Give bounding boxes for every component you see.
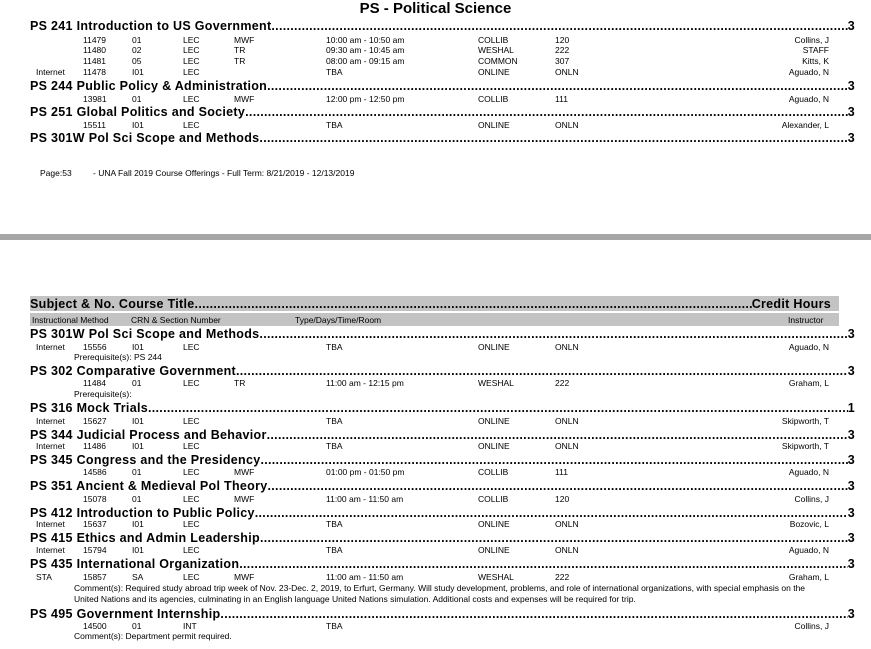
section-type: INT (183, 621, 197, 631)
course-code: PS 241 (30, 19, 73, 33)
course-heading (30, 607, 855, 621)
credit-hours: 3 (847, 428, 855, 442)
course-title: Introduction to Public Policy (76, 506, 255, 520)
course-code-title (30, 19, 271, 33)
subheader-instructor: Instructor (788, 315, 824, 325)
section-number: 02 (132, 45, 142, 55)
credit-hours: 3 (847, 453, 855, 467)
building: COLLIB (478, 467, 509, 477)
meeting-days: TR (234, 378, 246, 388)
meeting-time: TBA (326, 519, 343, 529)
building: COLLIB (478, 494, 509, 504)
building: WESHAL (478, 45, 514, 55)
section-number: I01 (132, 545, 144, 555)
section-type: LEC (183, 56, 200, 66)
course-heading (30, 19, 855, 33)
credit-hours: 3 (847, 105, 855, 119)
section-row (0, 467, 871, 478)
section-type: LEC (183, 545, 200, 555)
section-row (0, 519, 871, 530)
course-code-title (30, 453, 260, 467)
building: WESHAL (478, 572, 514, 582)
course-code: PS 344 (30, 428, 73, 442)
course-heading (30, 506, 855, 520)
section-number: I01 (132, 416, 144, 426)
course-heading (30, 327, 855, 341)
room: ONLN (555, 441, 579, 451)
section-type: LEC (183, 378, 200, 388)
section-row (0, 378, 871, 389)
crn: 15857 (83, 572, 107, 582)
section-row (0, 56, 871, 67)
room: 222 (555, 45, 570, 55)
section-row (0, 545, 871, 556)
course-heading (30, 531, 855, 545)
course-code: PS 301W (30, 327, 85, 341)
room: ONLN (555, 342, 579, 352)
course-code: PS 415 (30, 531, 73, 545)
instructor: Aguado, N (788, 467, 829, 477)
course-note: Prerequisite(s): (74, 389, 132, 399)
section-row (0, 494, 871, 505)
course-heading (30, 105, 855, 119)
crn: 11478 (83, 67, 107, 77)
section-type: LEC (183, 120, 200, 130)
course-code-title (30, 79, 267, 93)
credit-hours: 3 (847, 531, 855, 545)
building: ONLINE (478, 519, 510, 529)
section-number: 01 (132, 94, 142, 104)
meeting-days: MWF (234, 467, 255, 477)
credit-hours: 3 (847, 607, 855, 621)
instructional-method: Internet (36, 67, 65, 77)
crn: 15078 (83, 494, 107, 504)
course-title: Congress and the Presidency (76, 453, 261, 467)
room: ONLN (555, 416, 579, 426)
building: COLLIB (478, 94, 509, 104)
subheader-crn: CRN & Section Number (131, 315, 221, 325)
crn: 14500 (83, 621, 107, 631)
course-code: PS 435 (30, 557, 73, 571)
section-number: 01 (132, 494, 142, 504)
building: ONLINE (478, 342, 510, 352)
room: 111 (555, 467, 568, 477)
section-number: I01 (132, 342, 144, 352)
course-title: Government Internship (76, 607, 221, 621)
course-heading (30, 428, 855, 442)
meeting-time: 11:00 am - 11:50 am (326, 572, 404, 582)
crn: 15556 (83, 342, 107, 352)
course-heading (30, 364, 855, 378)
course-heading (30, 401, 855, 415)
instructor: Bozovic, L (789, 519, 829, 529)
instructor: Aguado, N (788, 94, 829, 104)
column-header-bar (30, 296, 839, 311)
course-code-title (30, 479, 268, 493)
section-type: LEC (183, 467, 200, 477)
dot-leader (260, 531, 848, 545)
meeting-time: TBA (326, 441, 343, 451)
course-title: Introduction to US Government (76, 19, 272, 33)
section-row (0, 441, 871, 452)
section-number: 01 (132, 35, 142, 45)
section-number: SA (132, 572, 144, 582)
course-note: Comment(s): Required study abroad trip week of Nov. 23-Dec. 2, 2019, to Erfurt, Germany. Will study development, problems, and role of international organizations, with special emphasis on the (74, 583, 806, 593)
building: WESHAL (478, 378, 514, 388)
column-subheader-bar (30, 313, 839, 326)
crn: 14586 (83, 467, 107, 477)
instructional-method: Internet (36, 545, 65, 555)
course-note: Comment(s): Department permit required. (74, 631, 232, 641)
crn: 11486 (83, 441, 107, 451)
room: ONLN (555, 67, 579, 77)
column-header-right: Credit Hours (751, 296, 831, 311)
room: 222 (555, 572, 570, 582)
course-heading (30, 79, 855, 93)
section-type: LEC (183, 519, 200, 529)
building: COLLIB (478, 35, 509, 45)
instructor: Collins, J (794, 494, 829, 504)
instructor: Skipworth, T (781, 441, 829, 451)
course-title: Public Policy & Administration (76, 79, 268, 93)
credit-hours: 3 (847, 479, 855, 493)
course-heading (30, 479, 855, 493)
course-code-title (30, 428, 267, 442)
course-code: PS 251 (30, 105, 73, 119)
course-code-title (30, 401, 148, 415)
crn: 13981 (83, 94, 107, 104)
meeting-days: TR (234, 56, 246, 66)
section-number: I01 (132, 120, 144, 130)
room: ONLN (555, 519, 579, 529)
course-code-title (30, 557, 239, 571)
course-heading (30, 131, 855, 145)
course-code-title (30, 531, 260, 545)
room: 111 (555, 94, 568, 104)
course-code: PS 301W (30, 131, 85, 145)
meeting-time: 09:30 am - 10:45 am (326, 45, 405, 55)
credit-hours: 3 (847, 131, 855, 145)
section-row (0, 67, 871, 78)
meeting-time: TBA (326, 67, 343, 77)
section-row (0, 45, 871, 56)
section-number: 01 (132, 378, 142, 388)
instructor: Alexander, L (781, 120, 829, 130)
credit-hours: 3 (847, 327, 855, 341)
course-title: Mock Trials (76, 401, 148, 415)
section-type: LEC (183, 494, 200, 504)
dot-leader (148, 401, 848, 415)
column-header-leader (195, 297, 752, 311)
meeting-days: MWF (234, 94, 255, 104)
instructor: Graham, L (788, 378, 829, 388)
credit-hours: 3 (847, 506, 855, 520)
instructional-method: Internet (36, 519, 65, 529)
instructor: Aguado, N (788, 342, 829, 352)
meeting-time: 11:00 am - 11:50 am (326, 494, 404, 504)
dot-leader (239, 557, 847, 571)
instructor: Kitts, K (802, 56, 829, 66)
section-type: LEC (183, 572, 200, 582)
section-row (0, 94, 871, 105)
dot-leader (259, 131, 847, 145)
dot-leader (267, 428, 848, 442)
course-title: Judicial Process and Behavior (76, 428, 267, 442)
building: ONLINE (478, 441, 510, 451)
dot-leader (236, 364, 848, 378)
building: COMMON (478, 56, 518, 66)
meeting-days: MWF (234, 494, 255, 504)
crn: 11479 (83, 35, 107, 45)
meeting-time: TBA (326, 621, 343, 631)
credit-hours: 3 (847, 557, 855, 571)
meeting-time: TBA (326, 545, 343, 555)
crn: 15627 (83, 416, 107, 426)
crn: 15511 (83, 120, 107, 130)
crn: 11484 (83, 378, 107, 388)
course-code-title (30, 364, 236, 378)
dot-leader (260, 453, 847, 467)
section-row (0, 120, 871, 131)
meeting-time: TBA (326, 416, 343, 426)
course-code-title (30, 506, 255, 520)
subheader-type: Type/Days/Time/Room (295, 315, 382, 325)
meeting-time: 08:00 am - 09:15 am (326, 56, 405, 66)
building: ONLINE (478, 416, 510, 426)
course-code-title (30, 327, 259, 341)
course-code: PS 345 (30, 453, 73, 467)
building: ONLINE (478, 545, 510, 555)
section-number: I01 (132, 519, 144, 529)
section-type: LEC (183, 67, 200, 77)
course-note: United Nations and its agencies, culminating in an English language United Nations simulation. Additional costs and expenses will be required for trip. (74, 594, 636, 604)
instructor: Aguado, N (788, 545, 829, 555)
room: ONLN (555, 545, 579, 555)
course-code-title (30, 131, 259, 145)
course-title: Ethics and Admin Leadership (76, 531, 260, 545)
instructional-method: Internet (36, 342, 65, 352)
meeting-time: 01:00 pm - 01:50 pm (326, 467, 405, 477)
room: 120 (555, 35, 570, 45)
course-code: PS 244 (30, 79, 73, 93)
crn: 11481 (83, 56, 107, 66)
instructional-method: Internet (36, 416, 65, 426)
course-title: Global Politics and Society (76, 105, 246, 119)
course-title: Ancient & Medieval Pol Theory (76, 479, 268, 493)
meeting-days: MWF (234, 35, 255, 45)
course-code: PS 302 (30, 364, 73, 378)
room: 222 (555, 378, 570, 388)
credit-hours: 1 (847, 401, 855, 415)
column-header-left: Subject & No. Course Title (30, 296, 195, 311)
meeting-time: TBA (326, 342, 343, 352)
course-note: Prerequisite(s): PS 244 (74, 352, 162, 362)
crn: 11480 (83, 45, 107, 55)
meeting-days: TR (234, 45, 246, 55)
building: ONLINE (478, 67, 510, 77)
footer-term-text: - UNA Fall 2019 Course Offerings - Full Term: 8/21/2019 - 12/13/2019 (93, 168, 355, 178)
dot-leader (245, 105, 848, 119)
section-type: LEC (183, 342, 200, 352)
dot-leader (255, 506, 848, 520)
instructor: Collins, J (794, 621, 829, 631)
page-separator (0, 234, 871, 240)
dot-leader (267, 79, 848, 93)
room: ONLN (555, 120, 579, 130)
course-code: PS 316 (30, 401, 73, 415)
dot-leader (220, 607, 847, 621)
credit-hours: 3 (847, 79, 855, 93)
credit-hours: 3 (847, 364, 855, 378)
course-title: International Organization (76, 557, 240, 571)
course-title: Pol Sci Scope and Methods (88, 327, 260, 341)
instructor: Graham, L (788, 572, 829, 582)
section-number: 01 (132, 621, 142, 631)
section-type: LEC (183, 441, 200, 451)
instructional-method: Internet (36, 441, 65, 451)
section-number: I01 (132, 441, 144, 451)
section-type: LEC (183, 45, 200, 55)
course-code: PS 351 (30, 479, 73, 493)
subheader-method: Instructional Method (32, 315, 109, 325)
course-code: PS 495 (30, 607, 73, 621)
meeting-time: 12:00 pm - 12:50 pm (326, 94, 405, 104)
crn: 15794 (83, 545, 107, 555)
course-code: PS 412 (30, 506, 73, 520)
dot-leader (271, 19, 847, 33)
dot-leader (259, 327, 847, 341)
page-title: PS - Political Science (359, 0, 512, 17)
instructor: STAFF (802, 45, 829, 55)
course-heading (30, 453, 855, 467)
meeting-days: MWF (234, 572, 255, 582)
building: ONLINE (478, 120, 510, 130)
footer-page-number: Page:53 (40, 168, 72, 178)
instructor: Skipworth, T (781, 416, 829, 426)
meeting-time: 10:00 am - 10:50 am (326, 35, 405, 45)
credit-hours: 3 (847, 19, 855, 33)
section-row (0, 416, 871, 427)
section-row (0, 572, 871, 583)
crn: 15637 (83, 519, 107, 529)
section-type: LEC (183, 35, 200, 45)
meeting-time: TBA (326, 120, 343, 130)
room: 307 (555, 56, 570, 66)
section-number: 05 (132, 56, 142, 66)
section-type: LEC (183, 94, 200, 104)
course-heading (30, 557, 855, 571)
course-title: Pol Sci Scope and Methods (88, 131, 260, 145)
section-number: 01 (132, 467, 142, 477)
section-number: I01 (132, 67, 144, 77)
course-code-title (30, 607, 220, 621)
instructional-method: STA (36, 572, 52, 582)
room: 120 (555, 494, 570, 504)
instructor: Collins, J (794, 35, 829, 45)
course-code-title (30, 105, 245, 119)
course-title: Comparative Government (76, 364, 237, 378)
dot-leader (268, 479, 848, 493)
section-type: LEC (183, 416, 200, 426)
meeting-time: 11:00 am - 12:15 pm (326, 378, 404, 388)
instructor: Aguado, N (788, 67, 829, 77)
